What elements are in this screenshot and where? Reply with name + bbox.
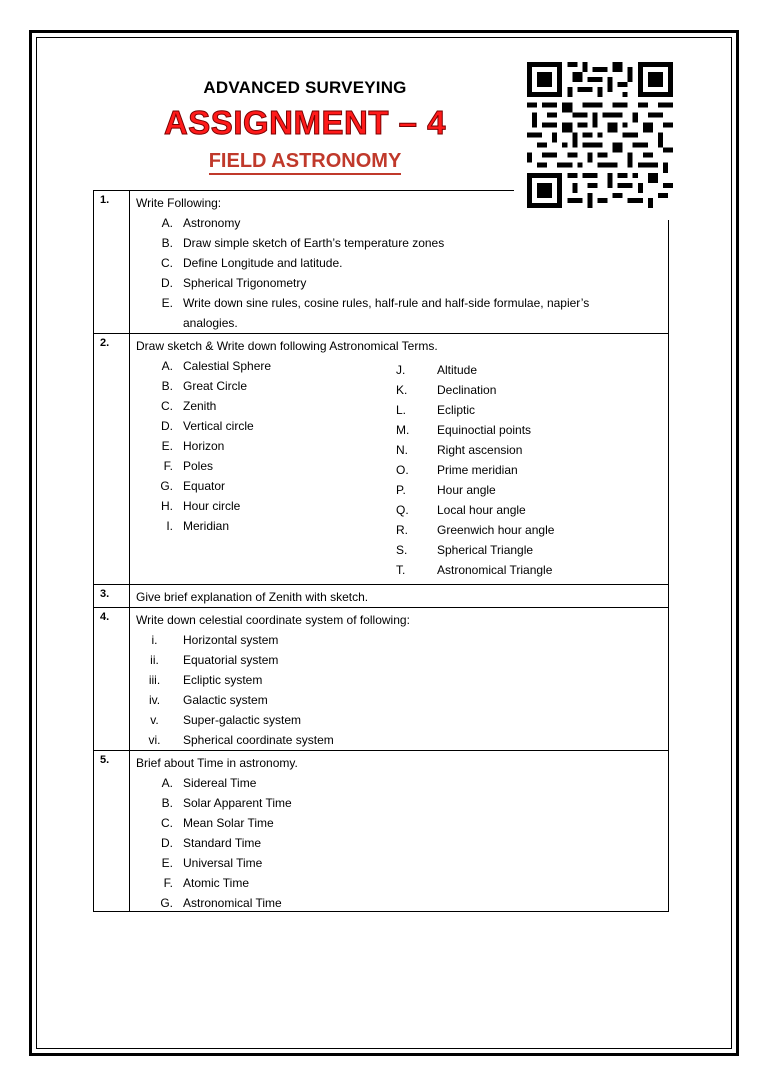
item-label: B. [161,379,173,393]
item-text: Altitude [437,363,478,377]
course-title: ADVANCED SURVEYING [203,78,407,97]
item-text: Super-galactic system [183,713,302,727]
item-label: D. [161,419,173,433]
item-label: N. [396,443,408,457]
question-content [130,585,668,607]
item-label: H. [161,499,173,513]
list-item [394,500,554,520]
terms-list-right [394,356,554,580]
item-label: i. [151,633,158,647]
list-item [394,400,554,420]
item-text: Greenwich hour angle [437,523,555,537]
item-text: Horizontal system [183,633,279,647]
item-label: T. [396,563,406,577]
item-label: iv. [148,693,161,707]
item-text: analogies. [183,316,238,330]
item-text: Sidereal Time [183,776,257,790]
number-cell [94,334,130,584]
item-text: Calestial Sphere [183,359,272,373]
item-label: B. [161,796,173,810]
list-item [136,873,668,893]
list-item [136,710,668,730]
item-text: Poles [183,459,214,473]
item-text: Vertical circle [183,419,254,433]
list-item [136,833,668,853]
list-item [394,560,554,580]
question-number: 2. [100,337,110,349]
question-content [130,751,668,913]
question-content [130,608,668,750]
item-label: G. [160,896,173,910]
item-text: Universal Time [183,856,263,870]
question-row-3 [93,585,669,608]
sub-item-list [136,630,668,750]
list-item [136,476,394,496]
item-text: Prime meridian [437,463,518,477]
item-label: C. [161,256,173,270]
list-item [136,793,668,813]
list-item [136,356,394,376]
question-text: Write down celestial coordinate system of following: [136,613,410,627]
list-item [394,520,554,540]
question-number: 4. [100,611,110,623]
item-text: Draw simple sketch of Earth’s temperature zones [183,236,445,250]
list-item [136,253,668,273]
item-label: G. [160,479,173,493]
list-item [394,360,554,380]
list-item [136,376,394,396]
item-label: A. [161,359,173,373]
item-label: iii. [148,673,161,687]
list-item [136,273,668,293]
list-item [136,650,668,670]
item-text: Solar Apparent Time [183,796,292,810]
list-item [394,540,554,560]
item-text: Standard Time [183,836,262,850]
item-label: A. [161,216,173,230]
list-item [136,813,668,833]
question-text: Brief about Time in astronomy. [136,756,298,770]
item-label: D. [161,276,173,290]
list-item [136,233,668,253]
item-label: F. [163,459,173,473]
item-text: Ecliptic [437,403,476,417]
question-number: 5. [100,754,110,766]
list-item [136,456,394,476]
item-label: F. [163,876,173,890]
terms-columns [136,356,668,580]
question-text: Draw sketch & Write down following Astronomical Terms. [136,339,438,353]
question-number: 3. [100,588,110,600]
item-text: Astronomy [183,216,241,230]
item-text: Equator [183,479,226,493]
item-label: ii. [150,653,159,667]
item-text: Atomic Time [183,876,250,890]
item-label: v. [150,713,159,727]
item-label: E. [161,439,173,453]
item-label: J. [396,363,406,377]
item-label: C. [161,816,173,830]
item-label: S. [396,543,408,557]
list-item [394,480,554,500]
list-item [136,396,394,416]
item-text: Mean Solar Time [183,816,274,830]
item-label: E. [161,856,173,870]
item-text: Ecliptic system [183,673,263,687]
list-item [394,440,554,460]
item-text: Great Circle [183,379,248,393]
item-text: Equinoctial points [437,423,532,437]
list-item [136,496,394,516]
questions-table [93,190,669,912]
list-item [136,313,668,333]
list-item [394,460,554,480]
topic-title [140,150,470,173]
item-text: Astronomical Time [183,896,282,910]
question-text: Give brief explanation of Zenith with sketch. [136,590,369,604]
item-label: R. [396,523,408,537]
item-text: Local hour angle [437,503,526,517]
qr-code [527,62,673,208]
sub-item-list [136,213,668,333]
item-label: B. [161,236,173,250]
item-label: O. [396,463,409,477]
list-item [136,630,668,650]
item-label: C. [161,399,173,413]
question-number: 1. [100,194,110,206]
item-label: P. [396,483,406,497]
list-item [136,436,394,456]
list-item [136,516,394,536]
item-label: A. [161,776,173,790]
item-text: Right ascension [437,443,523,457]
item-text: Equatorial system [183,653,279,667]
question-text: Write Following: [136,196,222,210]
item-label: E. [161,296,173,310]
number-cell [94,191,130,333]
terms-list-left [136,356,394,580]
item-text: Galactic system [183,693,268,707]
number-cell [94,585,130,607]
number-cell [94,608,130,750]
question-content [130,334,668,580]
item-text: Spherical Trigonometry [183,276,307,290]
item-text: Spherical Triangle [437,543,534,557]
item-text: Write down sine rules, cosine rules, half-rule and half-side formulae, napier’s [183,296,590,310]
item-text: Declination [437,383,497,397]
list-item [136,293,668,313]
assignment-title: ASSIGNMENT – 4 [163,104,447,141]
sub-item-list [136,773,668,913]
item-label: D. [161,836,173,850]
question-row-5 [93,751,669,912]
list-item [136,893,668,913]
list-item [136,730,668,750]
question-row-4 [93,608,669,751]
item-label: vi. [148,733,161,747]
item-text: Zenith [183,399,217,413]
question-row-2 [93,334,669,585]
item-text: Astronomical Triangle [437,563,553,577]
list-item [394,380,554,400]
list-item [136,670,668,690]
number-cell [94,751,130,911]
item-label: Q. [396,503,409,517]
item-label: M. [396,423,410,437]
item-text: Spherical coordinate system [183,733,334,747]
item-text: Hour angle [437,483,496,497]
list-item [136,773,668,793]
topic-title-text: FIELD ASTRONOMY [209,150,402,175]
item-label: L. [396,403,407,417]
list-item [136,853,668,873]
item-text: Horizon [183,439,225,453]
item-text: Hour circle [183,499,241,513]
list-item [394,420,554,440]
item-text: Meridian [183,519,230,533]
item-text: Define Longitude and latitude. [183,256,343,270]
list-item [136,416,394,436]
list-item [136,690,668,710]
item-label: K. [396,383,408,397]
item-label: I. [166,519,173,533]
